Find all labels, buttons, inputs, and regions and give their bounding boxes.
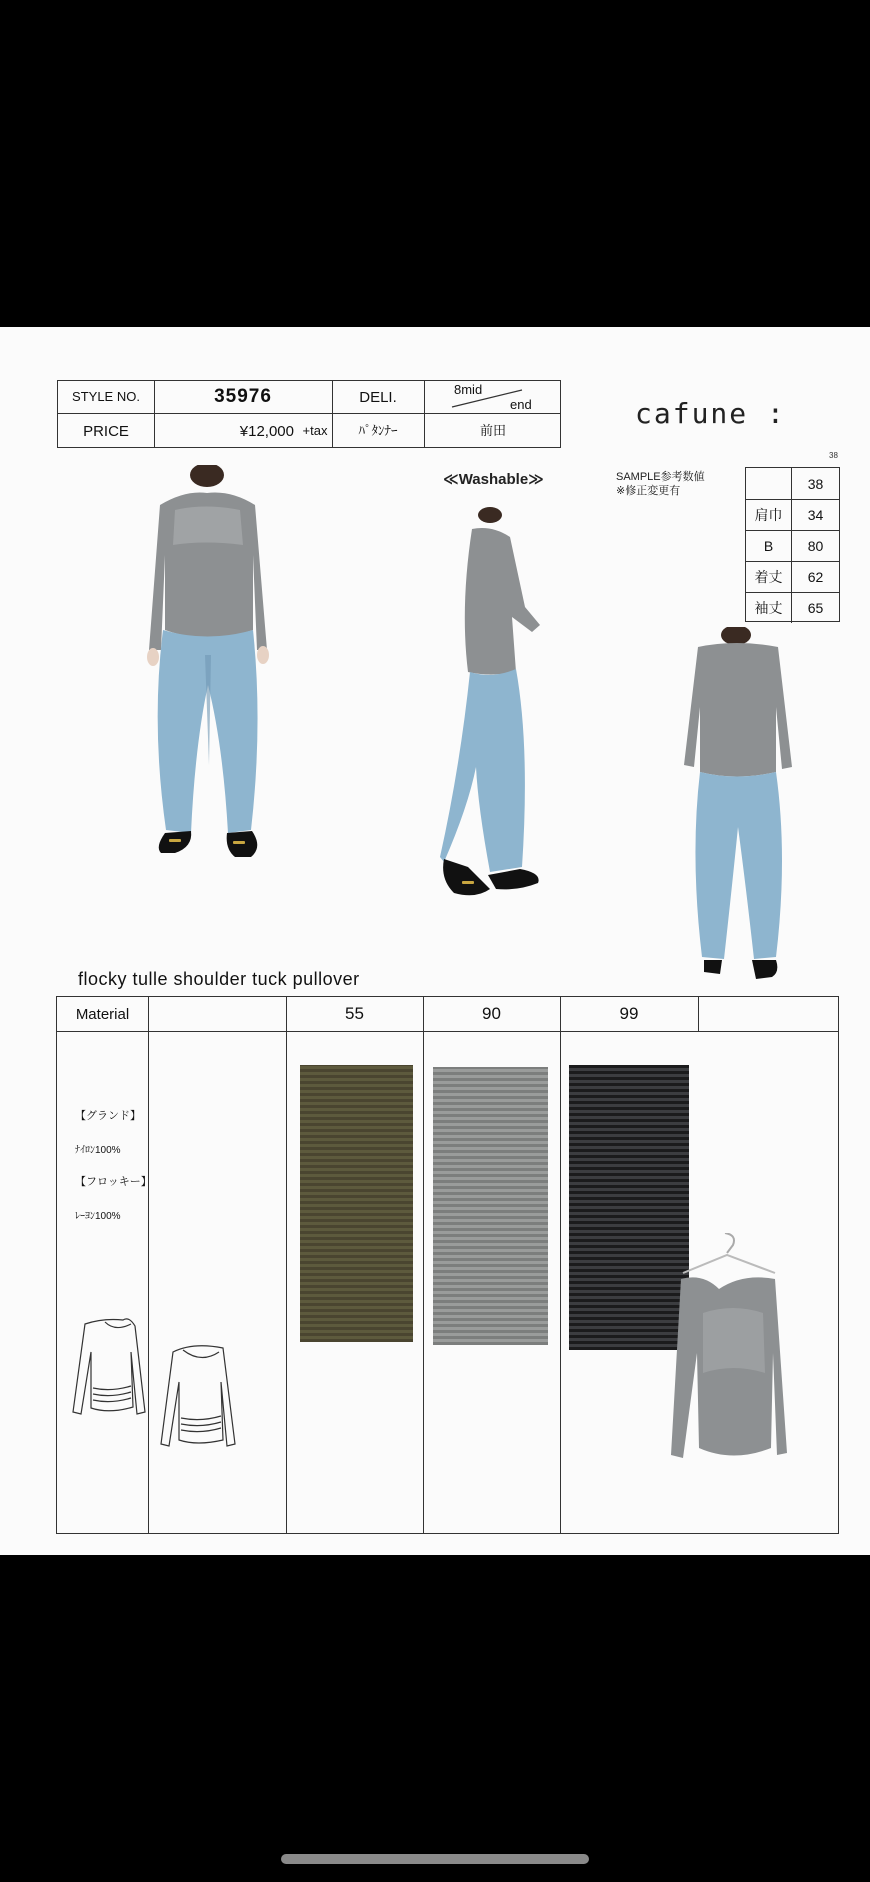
style-no-label: STYLE NO. bbox=[72, 389, 140, 404]
brand-logo: cafune : bbox=[635, 397, 786, 430]
measurement-row bbox=[746, 499, 839, 530]
style-no-value: 35976 bbox=[214, 386, 272, 407]
measurement-row bbox=[746, 592, 839, 623]
measurement-label: 袖丈 bbox=[746, 593, 792, 623]
composition-ground-label: 【グランド】 bbox=[75, 1110, 141, 1122]
material-table bbox=[56, 996, 839, 1534]
price-label: PRICE bbox=[83, 422, 129, 440]
measurement-label: B bbox=[746, 531, 792, 561]
washable-label: ≪Washable≫ bbox=[443, 471, 544, 488]
measurement-value: 34 bbox=[807, 507, 824, 523]
measurement-value: 65 bbox=[807, 600, 824, 616]
color-55-label: 55 bbox=[345, 1004, 364, 1023]
deli-slash-icon bbox=[424, 381, 562, 413]
home-indicator[interactable] bbox=[281, 1854, 589, 1864]
model-front-photo bbox=[135, 465, 305, 925]
composition-flocky-value: ﾚｰﾖﾝ100% bbox=[75, 1211, 121, 1222]
composition-ground-value: ﾅｲﾛﾝ100% bbox=[75, 1145, 121, 1156]
sample-note-line: SAMPLE参考数値 bbox=[616, 471, 705, 483]
measurement-value: 80 bbox=[807, 538, 824, 554]
swatch-90 bbox=[433, 1067, 548, 1345]
product-title: flocky tulle shoulder tuck pullover bbox=[78, 969, 360, 989]
measurement-size: 38 bbox=[807, 475, 824, 492]
spec-sheet bbox=[0, 327, 870, 1555]
color-99-label: 99 bbox=[619, 1004, 639, 1023]
measurement-header-row bbox=[746, 468, 839, 499]
color-90-label: 90 bbox=[482, 1004, 501, 1023]
deli-top: 8mid bbox=[454, 382, 483, 397]
sample-note bbox=[616, 470, 705, 498]
hanging-garment-photo bbox=[663, 1233, 803, 1523]
swatch-55 bbox=[300, 1065, 413, 1342]
header-table bbox=[57, 380, 561, 448]
deli-label: DELI. bbox=[359, 388, 397, 406]
measurement-table bbox=[745, 467, 840, 622]
measurement-label: 着丈 bbox=[746, 562, 792, 592]
flat-sketch-drawing bbox=[63, 1312, 263, 1482]
model-side-photo bbox=[430, 507, 550, 937]
measurement-label: 肩巾 bbox=[746, 500, 792, 530]
patterner-name: 前田 bbox=[479, 423, 506, 438]
material-header: Material bbox=[75, 1005, 130, 1023]
deli-bottom: end bbox=[510, 397, 532, 412]
size-mark: 38 bbox=[829, 451, 838, 460]
price-value: ¥12,000 bbox=[239, 422, 294, 440]
tax-label: +tax bbox=[302, 423, 328, 438]
patterner-label: ﾊﾟﾀﾝﾅｰ bbox=[358, 423, 398, 438]
measurement-value: 62 bbox=[807, 569, 824, 585]
deli-value bbox=[424, 381, 562, 413]
measurement-row bbox=[746, 530, 839, 561]
sample-note-line: ※修正変更有 bbox=[616, 485, 681, 497]
composition-flocky-label: 【フロッキー】 bbox=[75, 1176, 152, 1188]
measurement-row bbox=[746, 561, 839, 592]
model-back-photo bbox=[680, 627, 800, 1027]
